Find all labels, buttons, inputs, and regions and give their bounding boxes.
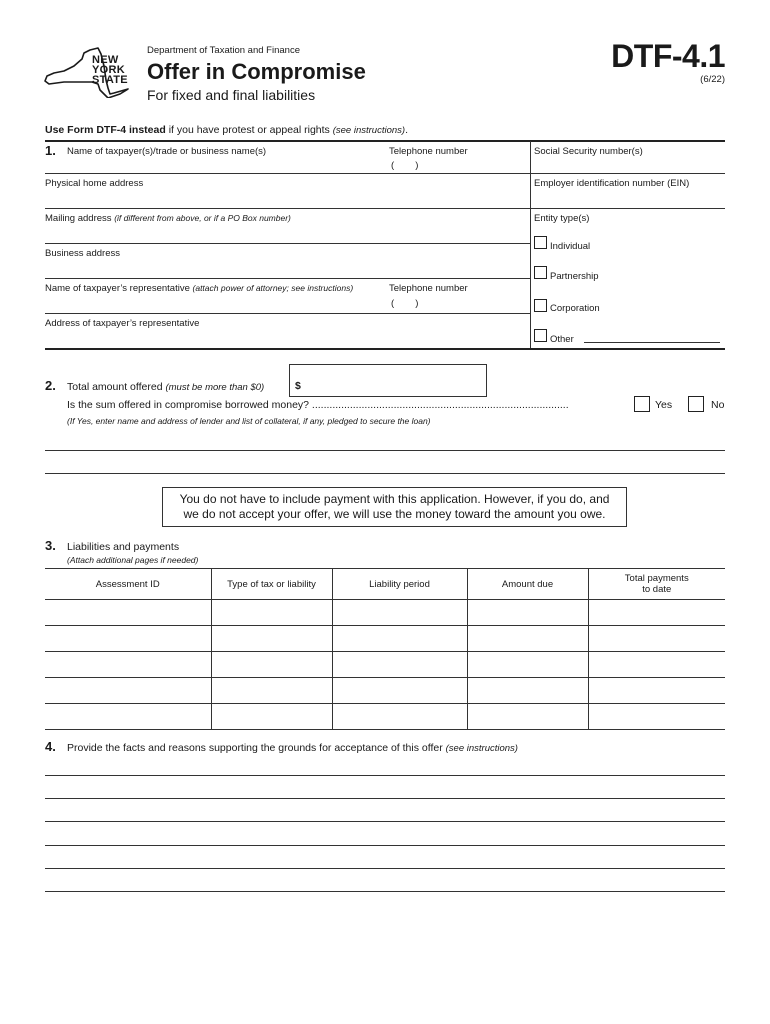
entity-corporation-checkbox[interactable] (534, 299, 547, 312)
ssn-label: Social Security number(s) (534, 146, 643, 157)
reasons-line-5[interactable] (45, 868, 725, 869)
payment-notice-line-2: we do not accept your offer, we will use the money toward the amount you owe. (183, 507, 606, 521)
entity-individual-label: Individual (550, 241, 591, 252)
reasons-line-2[interactable] (45, 798, 725, 799)
form-revision: (6/22) (700, 74, 725, 85)
payment-notice-line-1: You do not have to include payment with this application. However, if you do, and (179, 492, 610, 506)
entity-other-checkbox[interactable] (534, 329, 547, 342)
cell[interactable] (467, 652, 588, 678)
name-rule (45, 173, 530, 174)
col-assessment-id: Assessment ID (45, 569, 211, 600)
col-amount-due: Amount due (467, 569, 588, 600)
rep-name-text: Name of taxpayer’s representative (45, 283, 190, 294)
notice-text: if you have protest or appeal rights (165, 124, 333, 136)
cell[interactable] (588, 600, 725, 626)
section1-number: 1. (45, 143, 56, 158)
borrowed-no-checkbox[interactable] (688, 396, 704, 412)
nys-logo (44, 46, 134, 98)
home-address-label: Physical home address (45, 178, 144, 189)
table-row (45, 626, 725, 652)
cell[interactable] (332, 626, 467, 652)
section4-note: (see instructions) (445, 743, 518, 754)
payment-notice-box (162, 487, 627, 527)
table-row (45, 600, 725, 626)
section1-top-rule (45, 140, 725, 142)
notice-italic: (see instructions) (332, 125, 406, 136)
section1-bottom-rule (45, 348, 725, 350)
mailing-rule (45, 243, 530, 244)
cell[interactable] (211, 704, 332, 730)
borrowed-yes-checkbox[interactable] (634, 396, 650, 412)
rep-name-rule (45, 313, 530, 314)
notice-end: . (405, 124, 408, 136)
cell[interactable] (211, 652, 332, 678)
cell[interactable] (588, 626, 725, 652)
total-offered-field[interactable] (289, 364, 487, 397)
logo-line-2: YORK (92, 64, 125, 76)
instead-notice (45, 124, 408, 136)
cell[interactable] (45, 600, 211, 626)
entity-corporation-label: Corporation (550, 303, 600, 314)
business-address-label: Business address (45, 248, 120, 259)
cell[interactable] (332, 704, 467, 730)
borrowed-no-label: No (711, 399, 725, 411)
mailing-label-text: Mailing address (45, 213, 112, 224)
entity-other-line[interactable] (584, 342, 720, 343)
reasons-line-4[interactable] (45, 845, 725, 846)
rep-name-note: (attach power of attorney; see instructions) (192, 283, 354, 293)
logo-line-3: STATE (92, 74, 128, 86)
cell[interactable] (211, 626, 332, 652)
col-total-payments: Total payments to date (588, 569, 725, 600)
entity-partnership-checkbox[interactable] (534, 266, 547, 279)
section4-text: Provide the facts and reasons supporting the grounds for acceptance of this offer (67, 742, 446, 754)
reasons-line-6[interactable] (45, 891, 725, 892)
cell[interactable] (45, 704, 211, 730)
cell[interactable] (467, 678, 588, 704)
liabilities-header-row (45, 569, 725, 600)
lender-instruction: (If Yes, enter name and address of lender and list of collateral, if any, pledged to secure the loan) (67, 416, 431, 426)
section3-note: (Attach additional pages if needed) (67, 555, 199, 565)
cell[interactable] (332, 600, 467, 626)
borrowed-yes-label: Yes (655, 399, 673, 411)
col-tax-type: Type of tax or liability (211, 569, 332, 600)
phone-area-code: ( ) (391, 160, 419, 171)
ein-rule (531, 208, 725, 209)
dollar-sign: $ (295, 380, 301, 392)
mailing-note: (if different from above, or if a PO Box number) (114, 213, 291, 223)
cell[interactable] (588, 678, 725, 704)
mailing-address-label (45, 213, 291, 224)
table-row (45, 652, 725, 678)
cell[interactable] (211, 600, 332, 626)
cell[interactable] (45, 678, 211, 704)
form-title: Offer in Compromise (147, 59, 366, 84)
section3-title: Liabilities and payments (67, 541, 180, 553)
section2-number: 2. (45, 378, 56, 393)
entity-individual-checkbox[interactable] (534, 236, 547, 249)
business-address-rule (45, 278, 530, 279)
taxpayer-name-label: Name of taxpayer(s)/trade or business name(s) (67, 146, 267, 157)
borrowed-question: Is the sum offered in compromise borrowed money? ........................................................................................ (67, 399, 569, 411)
ssn-rule (531, 173, 725, 174)
cell[interactable] (467, 704, 588, 730)
rep-telephone-label: Telephone number (389, 283, 468, 294)
total-offered-label (67, 381, 264, 393)
form-number: DTF-4.1 (611, 38, 725, 74)
cell[interactable] (45, 652, 211, 678)
entity-type-label: Entity type(s) (534, 213, 590, 224)
cell[interactable] (467, 600, 588, 626)
ein-label: Employer identification number (EIN) (534, 178, 690, 189)
notice-bold: Use Form DTF-4 instead (45, 124, 166, 136)
col-liability-period: Liability period (332, 569, 467, 600)
telephone-label: Telephone number (389, 146, 468, 157)
total-offered-note: (must be more than $0) (165, 382, 265, 393)
rep-phone-area-code: ( ) (391, 298, 419, 309)
section3-number: 3. (45, 538, 56, 553)
cell[interactable] (588, 704, 725, 730)
lender-line-2[interactable] (45, 473, 725, 474)
lender-line-1[interactable] (45, 450, 725, 451)
entity-partnership-label: Partnership (550, 271, 599, 282)
reasons-line-1[interactable] (45, 775, 725, 776)
home-address-rule (45, 208, 530, 209)
entity-other-label: Other (550, 334, 574, 345)
cell[interactable] (211, 678, 332, 704)
table-row (45, 704, 725, 730)
section4-number: 4. (45, 739, 56, 754)
form-subtitle: For fixed and final liabilities (147, 87, 316, 103)
cell[interactable] (588, 652, 725, 678)
cell[interactable] (332, 678, 467, 704)
total-offered-text: Total amount offered (67, 381, 163, 393)
cell[interactable] (332, 652, 467, 678)
liabilities-table (45, 568, 725, 730)
rep-address-label: Address of taxpayer’s representative (45, 318, 200, 329)
cell[interactable] (45, 626, 211, 652)
logo-line-1: NEW (92, 54, 119, 66)
section4-prompt (67, 742, 518, 754)
rep-name-label (45, 283, 353, 294)
department-name: Department of Taxation and Finance (147, 45, 300, 56)
table-row (45, 678, 725, 704)
reasons-line-3[interactable] (45, 821, 725, 822)
cell[interactable] (467, 626, 588, 652)
